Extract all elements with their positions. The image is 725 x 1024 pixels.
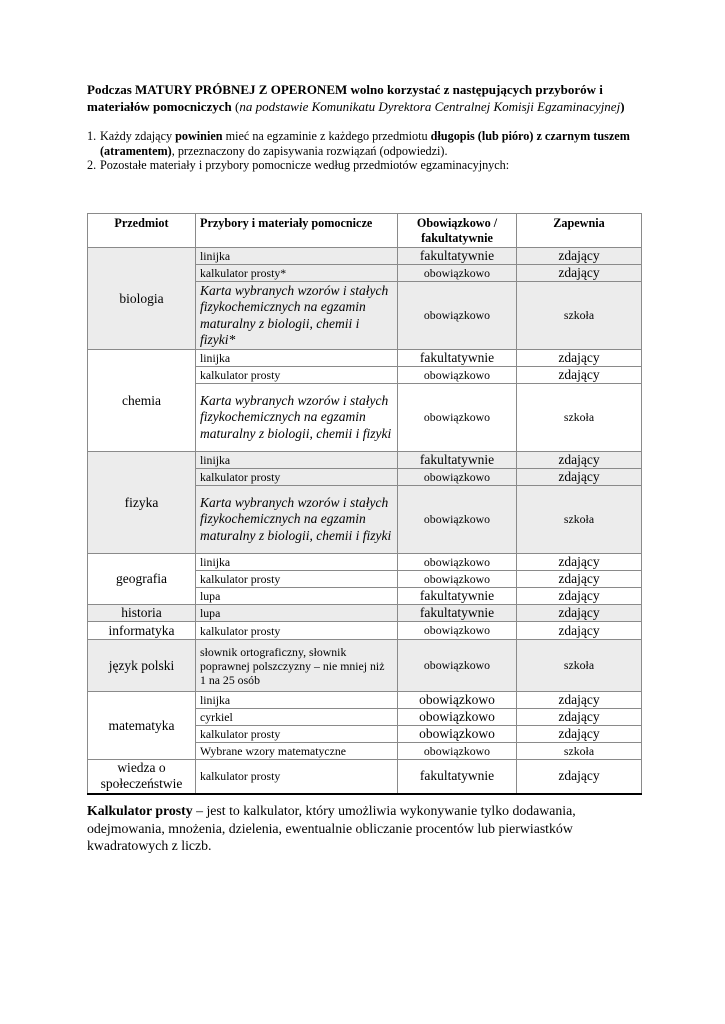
- provider-cell: zdający: [517, 588, 642, 605]
- footnote-term: Kalkulator prosty: [87, 803, 193, 818]
- subject-cell: informatyka: [88, 622, 196, 640]
- provider-cell: zdający: [517, 265, 642, 282]
- provider-cell: zdający: [517, 452, 642, 469]
- subject-cell: matematyka: [88, 692, 196, 760]
- item-cell: cyrkiel: [196, 709, 398, 726]
- item-cell: kalkulator prosty: [196, 571, 398, 588]
- intro-paragraph: [87, 82, 642, 115]
- header-subject: Przedmiot: [88, 214, 196, 248]
- subject-cell: biologia: [88, 248, 196, 350]
- mandatory-cell: obowiązkowo: [398, 743, 517, 760]
- item-cell: linijka: [196, 554, 398, 571]
- table-header-row: [88, 214, 642, 248]
- mandatory-cell: obowiązkowo: [398, 554, 517, 571]
- header-provider: Zapewnia: [517, 214, 642, 248]
- provider-cell: szkoła: [517, 384, 642, 452]
- mandatory-cell: obowiązkowo: [398, 640, 517, 692]
- subject-cell: geografia: [88, 554, 196, 605]
- mandatory-cell: obowiązkowo: [398, 265, 517, 282]
- intro-italic: na podstawie Komunikatu Dyrektora Centralnej Komisji Egzaminacyjnej: [239, 98, 621, 114]
- item-cell: kalkulator prosty: [196, 726, 398, 743]
- intro-open-paren: (: [231, 98, 240, 114]
- item-cell: kalkulator prosty: [196, 367, 398, 384]
- subject-cell: fizyka: [88, 452, 196, 554]
- item-cell: linijka: [196, 452, 398, 469]
- table-row: [88, 760, 642, 794]
- mandatory-cell: obowiązkowo: [398, 486, 517, 554]
- mandatory-cell: fakultatywnie: [398, 248, 517, 265]
- provider-cell: zdający: [517, 367, 642, 384]
- rule-bold: powinien: [175, 129, 223, 143]
- provider-cell: zdający: [517, 760, 642, 794]
- rule-item-2: [87, 158, 642, 173]
- rule-number: 2.: [87, 158, 97, 173]
- table-row: [88, 452, 642, 469]
- table-row: [88, 622, 642, 640]
- table-row: [88, 350, 642, 367]
- table-row: [88, 605, 642, 622]
- provider-cell: zdający: [517, 692, 642, 709]
- table-row: [88, 692, 642, 709]
- mandatory-cell: obowiązkowo: [398, 726, 517, 743]
- mandatory-cell: obowiązkowo: [398, 469, 517, 486]
- mandatory-cell: obowiązkowo: [398, 282, 517, 350]
- item-cell: linijka: [196, 692, 398, 709]
- provider-cell: szkoła: [517, 282, 642, 350]
- subject-cell: wiedza o społeczeństwie: [88, 760, 196, 794]
- materials-table: [87, 213, 642, 795]
- item-cell: lupa: [196, 588, 398, 605]
- item-cell: lupa: [196, 605, 398, 622]
- item-cell: kalkulator prosty*: [196, 265, 398, 282]
- rule-text: Pozostałe materiały i przybory pomocnicze według przedmiotów egzaminacyjnych:: [100, 158, 510, 173]
- item-cell: kalkulator prosty: [196, 469, 398, 486]
- item-cell: kalkulator prosty: [196, 622, 398, 640]
- provider-cell: zdający: [517, 622, 642, 640]
- mandatory-cell: obowiązkowo: [398, 367, 517, 384]
- rules-list: [87, 129, 642, 173]
- item-cell: Karta wybranych wzorów i stałych fizykochemicznych na egzamin maturalny z biologii, chemii i fizyki: [196, 486, 398, 554]
- item-cell: Wybrane wzory matematyczne: [196, 743, 398, 760]
- rule-bold: długopis (lub pióro) z czarnym tuszem (atramentem): [100, 129, 630, 158]
- provider-cell: zdający: [517, 571, 642, 588]
- item-cell: Karta wybranych wzorów i stałych fizykochemicznych na egzamin maturalny z biologii, chemii i fizyki: [196, 384, 398, 452]
- provider-cell: zdający: [517, 726, 642, 743]
- mandatory-cell: fakultatywnie: [398, 588, 517, 605]
- table-row: [88, 248, 642, 265]
- mandatory-cell: fakultatywnie: [398, 452, 517, 469]
- provider-cell: szkoła: [517, 743, 642, 760]
- item-cell: kalkulator prosty: [196, 760, 398, 794]
- mandatory-cell: obowiązkowo: [398, 692, 517, 709]
- rule-text: , przeznaczony do zapisywania rozwiązań (odpowiedzi).: [171, 143, 448, 158]
- mandatory-cell: fakultatywnie: [398, 350, 517, 367]
- rule-number: 1.: [87, 129, 97, 143]
- header-mandatory: Obowiązkowo / fakultatywnie: [398, 214, 517, 248]
- rule-item-1: [87, 129, 642, 158]
- mandatory-cell: obowiązkowo: [398, 571, 517, 588]
- mandatory-cell: fakultatywnie: [398, 760, 517, 794]
- item-cell: słownik ortograficzny, słownik poprawnej polszczyzny – nie mniej niż 1 na 25 osób: [196, 640, 398, 692]
- mandatory-cell: obowiązkowo: [398, 709, 517, 726]
- table-row: [88, 640, 642, 692]
- provider-cell: zdający: [517, 554, 642, 571]
- mandatory-cell: obowiązkowo: [398, 622, 517, 640]
- provider-cell: szkoła: [517, 486, 642, 554]
- subject-cell: chemia: [88, 350, 196, 452]
- mandatory-cell: obowiązkowo: [398, 384, 517, 452]
- table-body: [88, 248, 642, 794]
- footnote-definition: – jest to kalkulator, który umożliwia wykonywanie tylko dodawania, odejmowania, mnożenia, dzielenia, ewentualnie obliczanie procentów lub pierwiastków kwadratowych z liczb.: [87, 803, 576, 853]
- provider-cell: zdający: [517, 605, 642, 622]
- subject-cell: język polski: [88, 640, 196, 692]
- header-items: Przybory i materiały pomocnicze: [196, 214, 398, 248]
- item-cell: Karta wybranych wzorów i stałych fizykochemicznych na egzamin maturalny z biologii, chemii i fizyki*: [196, 282, 398, 350]
- document-page: [87, 82, 642, 173]
- subject-cell: historia: [88, 605, 196, 622]
- provider-cell: zdający: [517, 350, 642, 367]
- provider-cell: zdający: [517, 469, 642, 486]
- provider-cell: zdający: [517, 709, 642, 726]
- item-cell: linijka: [196, 350, 398, 367]
- provider-cell: zdający: [517, 248, 642, 265]
- item-cell: linijka: [196, 248, 398, 265]
- rule-text: mieć na egzaminie z każdego przedmiotu: [222, 129, 431, 143]
- table-row: [88, 554, 642, 571]
- provider-cell: szkoła: [517, 640, 642, 692]
- footnote: [87, 802, 642, 855]
- intro-close-paren: ): [620, 98, 625, 114]
- mandatory-cell: fakultatywnie: [398, 605, 517, 622]
- intro-bold: Podczas MATURY PRÓBNEJ Z OPERONEM wolno korzystać z następujących przyborów i materiałów pomocniczych: [87, 82, 603, 114]
- rule-text: Każdy zdający: [100, 129, 176, 143]
